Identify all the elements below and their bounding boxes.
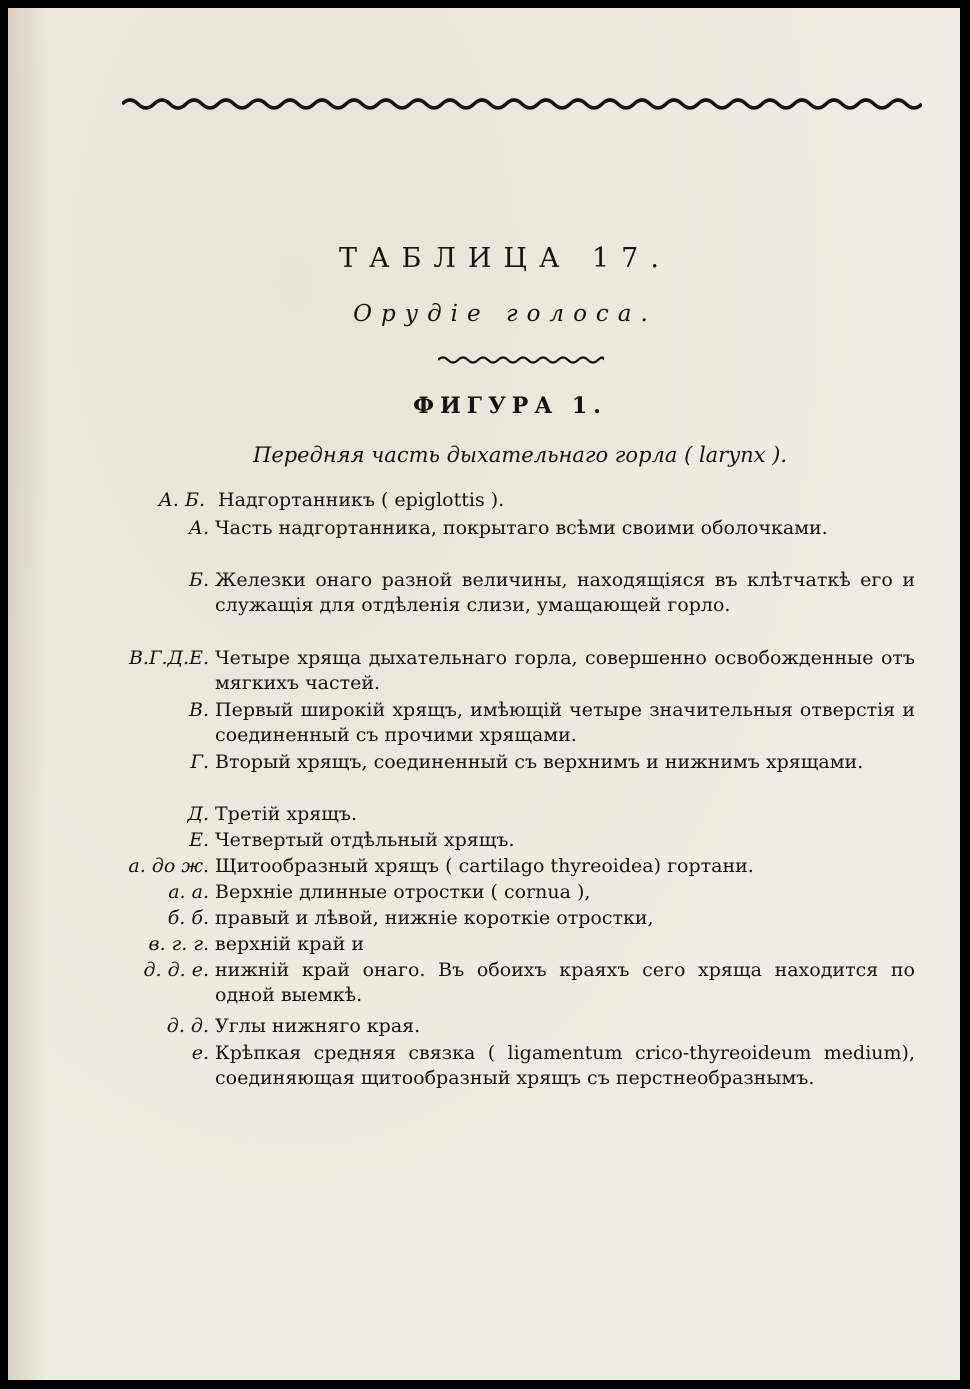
table-subtitle: Орудіе голоса. [353, 301, 657, 327]
entry-label: е. [191, 1042, 209, 1064]
entry-text: Углы нижняго края. [215, 1015, 421, 1037]
top-ornamental-rule [122, 92, 922, 116]
entry-label: В. [188, 699, 209, 721]
entry-label: Д. [187, 803, 209, 825]
entry-text: правый и лѣвой, нижніе короткіе отростки, [215, 907, 654, 929]
entry-text: Крѣпкая средняя связка ( ligamentum crico-thyreoideum medium), соединяющая щитообразный хрящъ съ перстнеобразнымъ. [215, 1042, 915, 1089]
page-binding-shadow [8, 8, 48, 1380]
entry-text: Четвертый отдѣльный хрящъ. [215, 829, 515, 851]
entry-text: верхній край и [215, 933, 364, 955]
entry-label: д. д. е. [143, 959, 209, 981]
entry-text: Верхніе длинные отростки ( cornua ), [215, 881, 591, 903]
entry-label: Е. [189, 829, 209, 851]
entry-label: Б. [188, 569, 209, 591]
entry-label: в. г. г. [148, 933, 209, 955]
figure-caption: Передняя часть дыхательнаго горла ( larynx ). [253, 443, 787, 467]
entry-text: Часть надгортанника, покрытаго всѣми своими оболочками. [215, 517, 828, 539]
entry-text: нижній край онаго. Въ обоихъ краяхъ сего хряща находится по одной выемкѣ. [215, 959, 915, 1006]
entry-text: Железки онаго разной величины, находящіяся въ клѣтчаткѣ его и служащія для отдѣленія слизи, умащающей горло. [215, 569, 915, 616]
entry-label: Г. [190, 751, 209, 773]
entry-label: д. д. [166, 1015, 209, 1037]
middle-ornamental-rule [438, 353, 604, 367]
figure-heading: ФИГУРА 1. [413, 393, 607, 419]
entry-text: Вторый хрящъ, соединенный съ верхнимъ и нижнимъ хрящами. [215, 751, 864, 773]
entry-label: а. а. [168, 881, 209, 903]
entry-label: А. [188, 517, 209, 539]
entry-text: Четыре хряща дыхательнаго горла, совершенно освобожденные отъ мягкихъ частей. [215, 647, 915, 694]
entry-label: а. до ж. [128, 855, 209, 877]
table-title: ТАБЛИЦА 17. [339, 243, 671, 274]
entry-label: А. Б. [158, 489, 205, 511]
entry-label: В.Г.Д.Е. [128, 647, 209, 669]
entry-text: Первый широкій хрящъ, имѣющій четыре значительныя отверстія и соединенный съ прочими хрящами. [215, 699, 915, 746]
entry-label: б. б. [167, 907, 209, 929]
entry-text: Третій хрящъ. [215, 803, 358, 825]
entry-text: Надгортанникъ ( epiglottis ). [218, 489, 505, 511]
entry-text: Щитообразный хрящъ ( cartilago thyreoidea) гортани. [215, 855, 754, 877]
